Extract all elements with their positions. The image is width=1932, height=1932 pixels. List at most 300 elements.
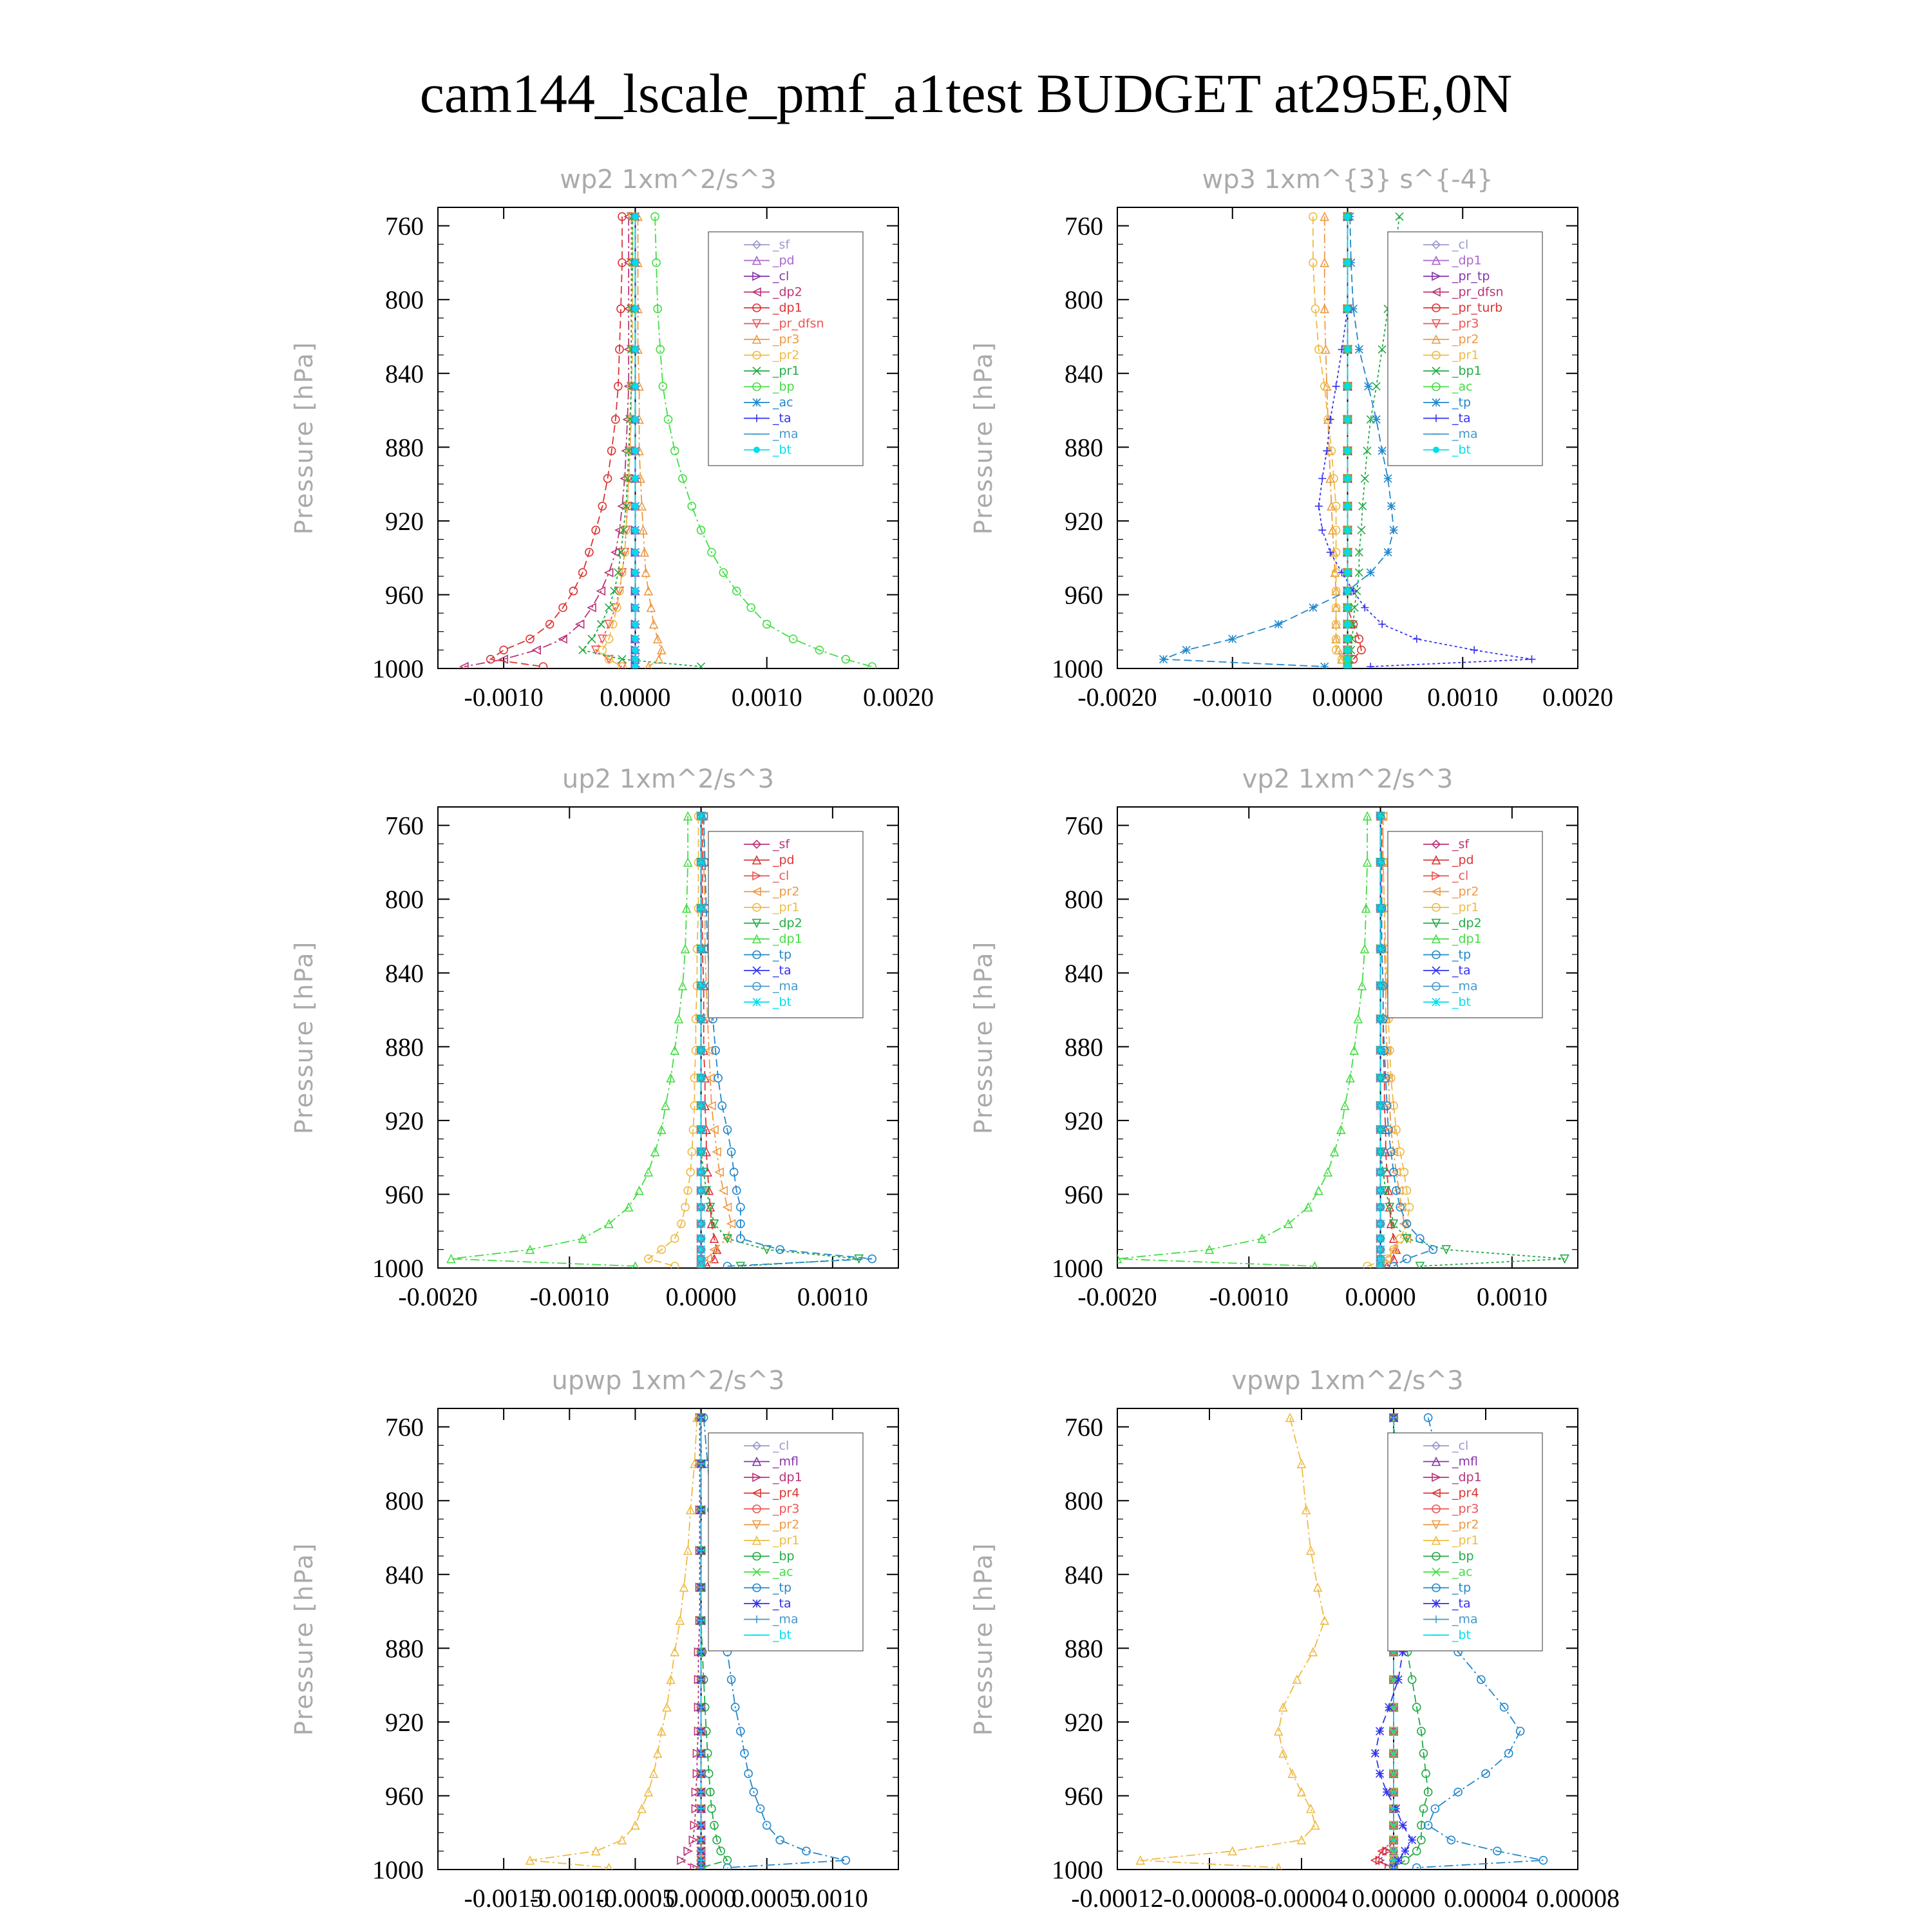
data-point (588, 635, 596, 643)
y-tick-label: 920 (385, 1707, 424, 1737)
legend-label: _bt (773, 1628, 792, 1642)
legend-label: _bt (773, 442, 792, 457)
legend-label: _dp1 (1452, 253, 1482, 268)
y-tick-label: 960 (385, 1180, 424, 1209)
data-point (1390, 1262, 1397, 1270)
data-point (1160, 656, 1168, 663)
data-point (1376, 1770, 1384, 1777)
legend-label: _bp (1452, 1549, 1474, 1564)
legend-label: _bp (773, 1549, 795, 1564)
data-point (1345, 260, 1351, 266)
panel-title: vp2 1xm^2/s^3 (1242, 764, 1454, 794)
data-point (1307, 1804, 1314, 1812)
data-point (1345, 621, 1351, 627)
y-tick-label: 760 (385, 211, 424, 241)
legend-label: _pr4 (1452, 1486, 1479, 1501)
series-line-pr-turb (1348, 216, 1361, 667)
panel-4 (969, 764, 1578, 1311)
data-point (697, 1126, 705, 1133)
legend-marker (1432, 399, 1440, 406)
series-line-pr1 (530, 1417, 697, 1868)
data-point (533, 646, 540, 654)
data-point (1315, 502, 1323, 510)
data-point (632, 636, 638, 642)
data-point (1345, 636, 1351, 642)
data-point (569, 587, 577, 595)
legend-label: _bt (1452, 1628, 1472, 1642)
data-point (1377, 1168, 1385, 1176)
data-point (632, 448, 638, 454)
legend-label: _mfl (773, 1454, 799, 1469)
y-axis-label: Pressure [hPa] (969, 341, 998, 535)
data-point (1413, 1864, 1421, 1871)
data-point (632, 569, 638, 576)
y-tick-label: 1000 (372, 654, 424, 683)
data-point (632, 306, 638, 312)
data-point (632, 213, 638, 220)
y-axis-label: Pressure [hPa] (969, 940, 998, 1135)
data-point (1345, 416, 1351, 422)
data-point (671, 1262, 679, 1270)
data-point (747, 603, 755, 611)
series-line-pr1 (649, 816, 699, 1266)
data-point (697, 1245, 705, 1253)
data-point (632, 475, 638, 482)
data-point (1321, 663, 1329, 670)
legend-label: _cl (773, 869, 790, 883)
data-point (1387, 502, 1395, 510)
data-point (1377, 1046, 1385, 1054)
series-line-dp1 (491, 216, 622, 667)
data-point (1377, 1148, 1385, 1156)
legend-label: _sf (773, 837, 790, 851)
data-point (605, 569, 613, 576)
y-tick-label: 920 (385, 1106, 424, 1135)
data-point (1365, 383, 1372, 390)
legend-label: _pr2 (1452, 332, 1479, 346)
x-tick-label: 0.0000 (665, 1282, 737, 1311)
data-point (1318, 475, 1326, 482)
y-axis-label: Pressure [hPa] (290, 1542, 318, 1736)
data-point (632, 503, 638, 509)
data-point (597, 620, 605, 628)
legend-marker (753, 1600, 761, 1607)
data-point (1354, 1015, 1362, 1023)
legend-label: _dp1 (1452, 932, 1482, 946)
data-point (632, 621, 638, 627)
x-tick-label: -0.0010 (464, 683, 544, 712)
y-tick-label: 840 (385, 958, 424, 988)
legend-label: _pr3 (1452, 316, 1479, 331)
figure-title: cam144_lscale_pmf_a1test BUDGET at295E,0N (419, 62, 1513, 124)
legend-label: _bt (1452, 442, 1472, 457)
x-tick-label: 0.0010 (797, 1282, 868, 1311)
y-tick-label: 880 (1065, 433, 1103, 462)
legend-label: _dp1 (773, 301, 802, 315)
data-point (500, 646, 507, 654)
y-tick-label: 1000 (372, 1254, 424, 1283)
data-point (636, 1187, 643, 1195)
data-point (1355, 346, 1363, 354)
data-point (645, 663, 652, 670)
data-point (1311, 1262, 1318, 1270)
data-point (697, 663, 705, 670)
legend-label: _dp2 (773, 916, 802, 931)
data-point (632, 588, 638, 594)
data-point (1384, 475, 1392, 482)
data-point (632, 647, 638, 653)
legend-label: _dp1 (773, 932, 802, 946)
data-point (1345, 569, 1351, 576)
y-tick-label: 800 (385, 1486, 424, 1516)
legend-label: _pr1 (1452, 348, 1479, 363)
y-tick-label: 840 (385, 1560, 424, 1589)
x-tick-label: -0.0020 (398, 1282, 478, 1311)
x-tick-label: 0.00004 (1444, 1884, 1528, 1913)
data-point (1345, 588, 1351, 594)
x-tick-label: 0.0010 (1476, 1282, 1548, 1311)
data-point (697, 1168, 705, 1176)
x-tick-label: -0.0010 (529, 1884, 609, 1913)
x-tick-label: -0.0015 (464, 1884, 544, 1913)
legend-label: _pr3 (773, 1502, 800, 1516)
data-point (1345, 647, 1351, 653)
data-point (1345, 503, 1351, 509)
legend-label: _pr1 (773, 364, 800, 378)
y-tick-label: 880 (385, 1032, 424, 1062)
data-point (675, 1015, 683, 1023)
panel-6 (969, 1366, 1620, 1913)
legend-label: _pr2 (773, 1517, 800, 1532)
x-tick-label: 0.0000 (1312, 683, 1383, 712)
series-line-pr3 (638, 216, 662, 667)
legend-label: _ac (1452, 379, 1473, 394)
x-tick-label: 0.0010 (797, 1884, 868, 1913)
data-point (697, 1220, 705, 1227)
panel-title: wp2 1xm^2/s^3 (560, 165, 777, 194)
data-point (1345, 448, 1351, 454)
legend-label: _pd (773, 253, 795, 268)
data-point (1384, 549, 1392, 556)
data-point (1298, 1788, 1305, 1796)
legend-label: _bp (773, 379, 795, 394)
legend-label: _tp (1452, 1580, 1472, 1595)
legend-label: _pr2 (773, 884, 800, 899)
data-point (579, 646, 587, 654)
legend-label: _ma (1452, 979, 1478, 994)
data-point (1372, 383, 1380, 390)
data-point (1408, 1836, 1416, 1844)
panel-title: upwp 1xm^2/s^3 (551, 1366, 785, 1396)
data-point (1345, 213, 1351, 220)
legend-label: _dp1 (773, 1470, 802, 1484)
data-point (1377, 982, 1385, 990)
data-point (1372, 415, 1380, 423)
data-point (697, 1235, 705, 1242)
y-tick-label: 840 (385, 359, 424, 388)
data-point (697, 1262, 705, 1270)
x-tick-label: 0.0010 (1427, 683, 1499, 712)
data-point (1367, 663, 1374, 670)
legend-label: _dp2 (773, 285, 802, 299)
legend-label: _ac (773, 1565, 793, 1579)
legend-marker (1433, 447, 1439, 453)
y-tick-label: 800 (1065, 285, 1103, 315)
data-point (697, 982, 705, 990)
data-point (728, 1220, 735, 1227)
series-line-tp (1164, 216, 1394, 667)
legend-label: _ma (1452, 1612, 1478, 1627)
data-point (1383, 1788, 1390, 1796)
panel-title: vpwp 1xm^2/s^3 (1231, 1366, 1464, 1396)
y-tick-label: 760 (385, 1412, 424, 1442)
data-point (1376, 1727, 1384, 1735)
data-point (1413, 635, 1421, 643)
legend-label: _cl (1452, 869, 1469, 883)
data-point (737, 1262, 744, 1270)
legend-label: _bt (1452, 995, 1472, 1009)
legend-label: _mfl (1452, 1454, 1478, 1469)
legend-marker (1432, 1600, 1440, 1607)
data-point (1377, 1262, 1385, 1270)
data-point (1377, 1245, 1385, 1253)
legend-label: _ta (1452, 963, 1471, 978)
legend-label: _ac (773, 395, 793, 410)
data-point (802, 1847, 810, 1855)
y-tick-label: 840 (1065, 359, 1103, 388)
legend-label: _ma (773, 979, 799, 994)
y-tick-label: 760 (1065, 211, 1103, 241)
series-line-dp1 (451, 816, 688, 1266)
data-point (1377, 1074, 1385, 1082)
data-point (1377, 1220, 1385, 1227)
x-tick-label: -0.0005 (595, 1884, 676, 1913)
x-tick-label: -0.00004 (1255, 1884, 1348, 1913)
legend-label: _bt (773, 995, 792, 1009)
legend-label: _pr1 (773, 900, 800, 914)
data-point (1377, 1203, 1385, 1211)
data-point (1528, 656, 1536, 663)
data-point (605, 603, 613, 611)
y-tick-label: 960 (1065, 580, 1103, 610)
data-point (632, 383, 638, 390)
legend-label: _pr2 (1452, 884, 1479, 899)
legend-label: _pr_dfsn (773, 316, 824, 331)
legend-label: _ta (773, 1596, 791, 1611)
data-point (1367, 569, 1374, 576)
legend-label: _ta (1452, 1596, 1471, 1611)
data-point (1345, 656, 1351, 663)
data-point (1416, 1262, 1424, 1270)
data-point (697, 1102, 705, 1110)
legend-label: _pr_turb (1452, 301, 1503, 315)
legend-label: _pr1 (1452, 900, 1479, 914)
x-tick-label: -0.0020 (1077, 1282, 1157, 1311)
legend-label: _pr2 (1452, 1517, 1479, 1532)
legend-marker (753, 998, 761, 1006)
legend-label: _tp (773, 947, 792, 962)
data-point (1403, 1255, 1410, 1263)
x-tick-label: 0.0005 (731, 1884, 802, 1913)
series-line-dp1 (681, 1417, 700, 1868)
data-point (1401, 1857, 1409, 1864)
legend-label: _ta (773, 411, 791, 426)
legend-label: _ta (1452, 411, 1471, 426)
data-point (539, 663, 547, 670)
y-tick-label: 1000 (372, 1855, 424, 1884)
x-tick-label: 0.0000 (1345, 1282, 1416, 1311)
legend-label: _dp1 (1452, 1470, 1482, 1484)
y-tick-label: 880 (385, 1634, 424, 1663)
data-point (1377, 1255, 1385, 1263)
data-point (1378, 447, 1386, 455)
data-point (776, 1836, 784, 1844)
series-line-dp1 (1117, 816, 1367, 1266)
y-tick-label: 960 (385, 580, 424, 610)
data-point (1298, 1836, 1305, 1844)
legend-label: _cl (773, 1439, 790, 1453)
data-point (1318, 526, 1326, 534)
legend-label: _pr_tp (1452, 269, 1490, 283)
data-point (1293, 1676, 1301, 1683)
data-point (697, 1203, 705, 1211)
data-point (1311, 1821, 1319, 1829)
x-tick-label: -0.0020 (1077, 683, 1157, 712)
y-tick-label: 920 (1065, 1707, 1103, 1737)
y-tick-label: 760 (385, 811, 424, 840)
x-tick-label: -0.0010 (1193, 683, 1273, 712)
data-point (1399, 1821, 1406, 1829)
legend-label: _dp2 (1452, 916, 1482, 931)
x-tick-label: 0.00000 (1352, 1884, 1435, 1913)
series-line-pr1 (1313, 216, 1348, 667)
data-point (632, 260, 638, 266)
data-point (1401, 1847, 1409, 1855)
panel-5 (290, 1366, 898, 1913)
data-point (1358, 526, 1365, 534)
data-point (1315, 1187, 1323, 1195)
y-tick-label: 880 (1065, 1634, 1103, 1663)
data-point (697, 1046, 705, 1054)
data-point (1377, 812, 1385, 820)
data-point (1377, 1235, 1385, 1242)
y-axis-label: Pressure [hPa] (290, 940, 318, 1135)
y-tick-label: 920 (385, 506, 424, 536)
data-point (1470, 646, 1478, 654)
data-point (1345, 549, 1351, 556)
data-point (1324, 1168, 1332, 1176)
data-point (723, 1203, 731, 1211)
data-point (688, 502, 696, 510)
legend-label: _pr2 (773, 348, 800, 363)
legend-label: _sf (1452, 837, 1470, 851)
y-tick-label: 800 (385, 285, 424, 315)
y-axis-label: Pressure [hPa] (290, 341, 318, 535)
data-point (1345, 306, 1351, 312)
legend-label: _ma (1452, 427, 1478, 441)
data-point (655, 656, 663, 663)
legend-label: _pr1 (773, 1533, 800, 1548)
legend-label: _pr4 (773, 1486, 800, 1501)
data-point (1396, 213, 1403, 220)
y-tick-label: 960 (385, 1781, 424, 1811)
x-tick-label: 0.0020 (1542, 683, 1613, 712)
data-point (1345, 475, 1351, 482)
x-tick-label: 0.00008 (1536, 1884, 1620, 1913)
data-point (697, 1074, 705, 1082)
legend-label: _pd (773, 853, 795, 867)
legend-label: _tp (1452, 395, 1472, 410)
data-point (1377, 858, 1385, 866)
data-point (1345, 527, 1351, 533)
data-point (1413, 1847, 1421, 1855)
legend-label: _cl (1452, 1439, 1469, 1453)
legend-label: _ma (773, 427, 799, 441)
data-point (697, 858, 705, 866)
data-point (632, 604, 638, 611)
data-point (1377, 905, 1385, 913)
data-point (632, 549, 638, 556)
data-point (697, 1255, 705, 1263)
legend-label: _cl (773, 269, 790, 283)
data-point (1377, 1102, 1385, 1110)
legend-label: _pr3 (773, 332, 800, 346)
legend-label: _pd (1452, 853, 1474, 867)
y-tick-label: 880 (1065, 1032, 1103, 1062)
x-tick-label: -0.00012 (1071, 1884, 1164, 1913)
panel-3 (290, 764, 898, 1311)
legend-marker (753, 447, 760, 453)
legend-label: _cl (1452, 238, 1469, 252)
data-point (1182, 646, 1190, 654)
y-tick-label: 760 (1065, 1412, 1103, 1442)
y-tick-label: 1000 (1052, 1254, 1103, 1283)
series-line-dp2 (464, 216, 629, 667)
y-tick-label: 960 (1065, 1781, 1103, 1811)
legend-label: _ac (1452, 1565, 1473, 1579)
data-point (588, 603, 596, 611)
data-point (868, 663, 876, 670)
y-tick-label: 920 (1065, 506, 1103, 536)
data-point (632, 416, 638, 422)
data-point (1345, 346, 1351, 353)
legend-label: _tp (773, 1580, 792, 1595)
y-tick-label: 760 (1065, 811, 1103, 840)
data-point (1345, 383, 1351, 390)
series-line-pr1 (583, 216, 701, 667)
data-point (1332, 383, 1340, 390)
data-point (614, 569, 622, 576)
data-point (632, 656, 638, 663)
x-tick-label: 0.0020 (863, 683, 934, 712)
data-point (632, 346, 638, 353)
data-point (842, 656, 849, 663)
panel-2 (969, 165, 1613, 712)
legend-label: _pr1 (1452, 1533, 1479, 1548)
legend-label: _bp1 (1452, 364, 1482, 378)
x-tick-label: -0.00008 (1163, 1884, 1256, 1913)
series-line-pr-dfsn (596, 216, 631, 667)
data-point (1229, 1847, 1236, 1855)
legend-label: _pr3 (1452, 1502, 1479, 1516)
data-point (1377, 1126, 1385, 1133)
panel-1 (290, 165, 934, 712)
data-point (598, 646, 606, 654)
legend-marker (753, 399, 761, 406)
y-tick-label: 800 (1065, 1486, 1103, 1516)
data-point (618, 663, 626, 670)
legend-label: _tp (1452, 947, 1472, 962)
